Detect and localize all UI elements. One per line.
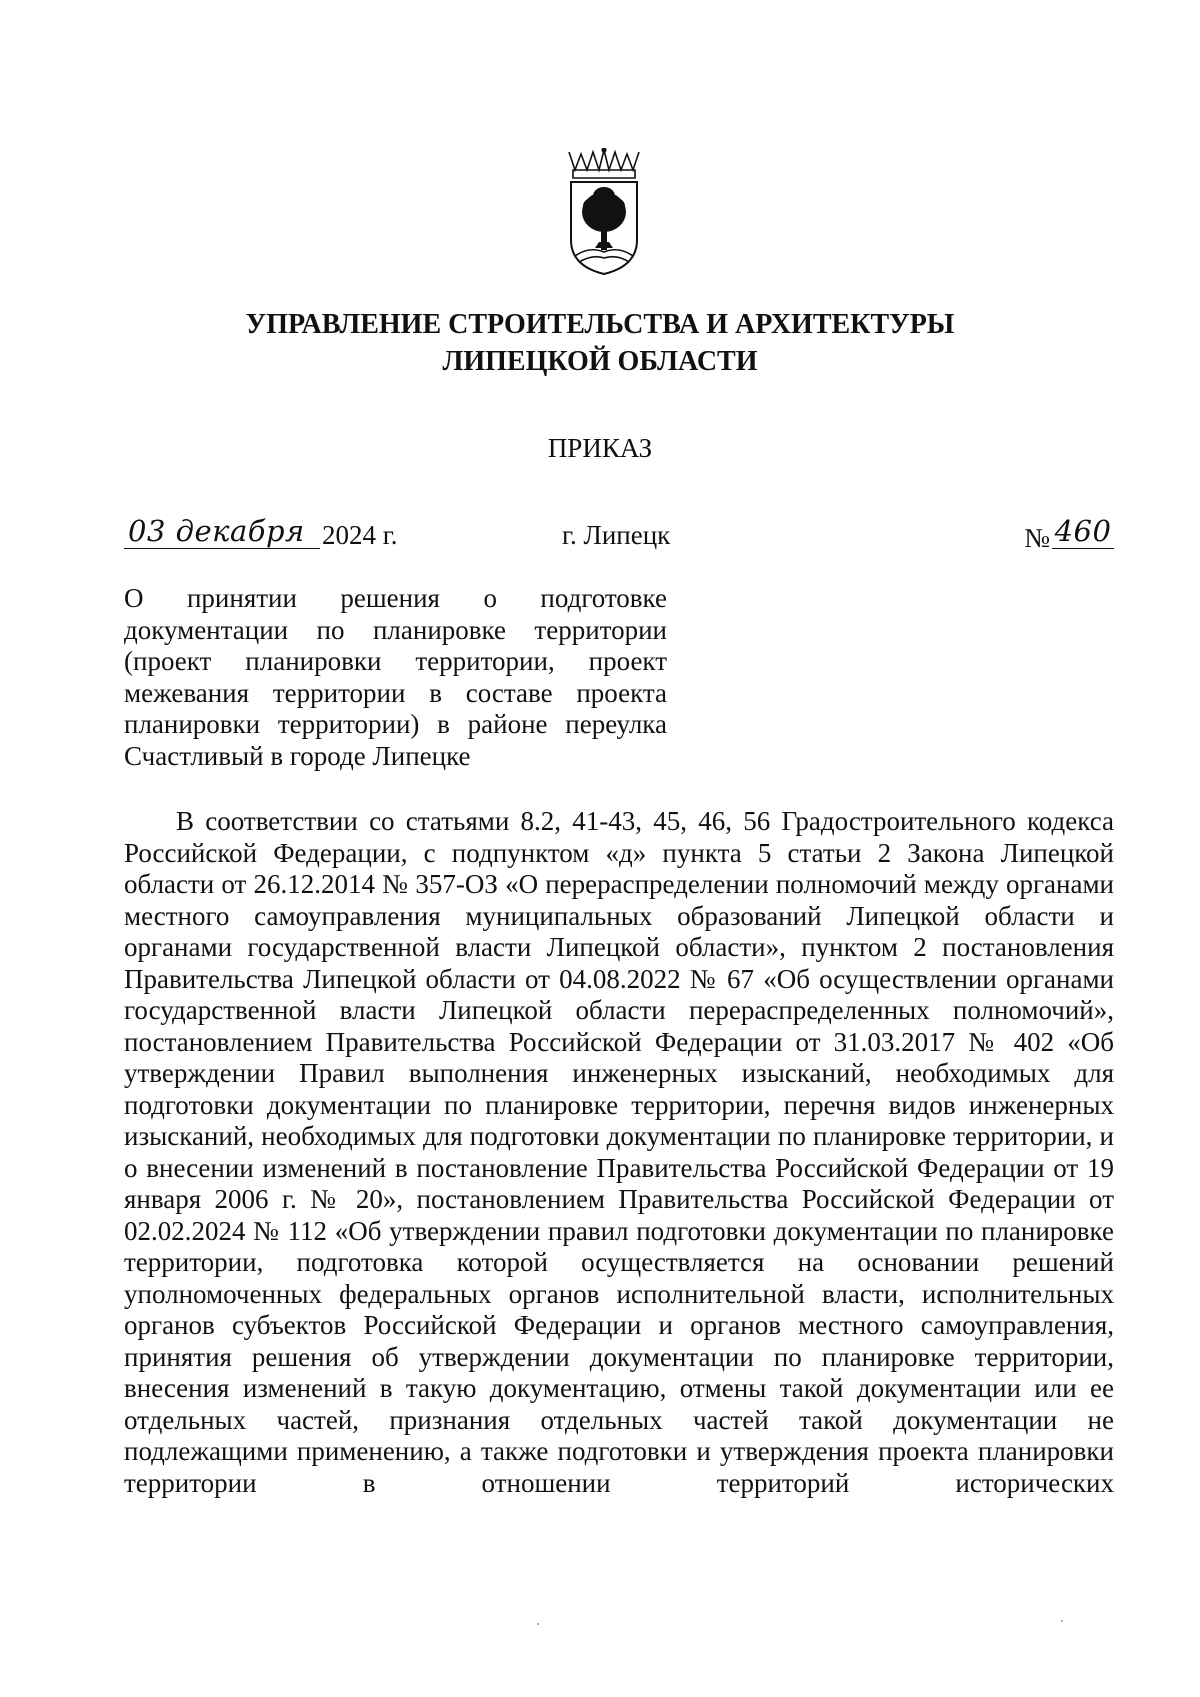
organization-name: [0, 306, 1200, 380]
order-date-handwritten: 03 декабря: [124, 514, 320, 549]
hills-icon: [575, 250, 633, 262]
oak-tree-icon: [582, 187, 626, 250]
order-body-paragraph: В соответствии со статьями 8.2, 41-43, 45, 46, 56 Градостроительного кодекса Российской Федерации, с подпунктом «д» пункта 5 статьи 2 Закона Липецкой области от 26.12.2014 № 357-ОЗ «О перераспределении полномочий между органами местного самоуправления муниципальных образований Липецкой области и органами государственной власти Липецкой области», пунктом 2 постановления Правительства Липецкой области от 04.08.2022 № 67 «Об осуществлении органами государственной власти Липецкой области перераспределенных полномочий», постановлением Правительства Российской Федерации от 31.03.2017 № 402 «Об утверждении Правил выполнения инженерных изысканий, необходимых для подготовки документации по планировке территории, перечня видов инженерных изысканий, необходимых для подготовки документации по планировке территории, и о внесении изменений в постановление Правительства Российской Федерации от 19 января 2006 г. № 20», постановлением Правительства Российской Федерации от 02.02.2024 № 112 «Об утверждении правил подготовки документации по планировке территории, подготовка которой осуществляется на основании решений уполномоченных федеральных органов исполнительной власти, исполнительных органов субъектов Российской Федерации и органов местного самоуправления, принятия решения об утверждении документации по планировке территории, внесения изменений в такую документацию, отмены такой документации или ее отдельных частей, признания отдельных частей такой документации не подлежащими применению, а также подготовки и утверждения проекта планировки территории в отношении территорий исторических: [124, 806, 1114, 1498]
order-number-handwritten: 460: [1052, 514, 1114, 549]
order-city: г. Липецк: [562, 520, 671, 550]
order-number: [1024, 514, 1114, 553]
document-type-title: ПРИКАЗ: [547, 433, 653, 463]
date-number-line: [124, 514, 1114, 560]
scan-artifact: [1061, 1620, 1063, 1622]
organization-line-1: УПРАВЛЕНИЕ СТРОИТЕЛЬСТВА И АРХИТЕКТУРЫ: [245, 309, 955, 340]
order-subject: О принятии решения о подготовке документации по планировке территории (проект планировки территории, проект межевания территории в составе проекта планировки территории) в районе переулка Счастливый в городе Липецке: [124, 583, 667, 771]
crown-icon: [569, 148, 639, 178]
order-number-label: №: [1024, 523, 1050, 553]
coat-of-arms-emblem: [565, 148, 643, 276]
scan-artifact: [537, 1623, 539, 1625]
organization-line-2: ЛИПЕЦКОЙ ОБЛАСТИ: [442, 346, 758, 377]
order-year: 2024 г.: [322, 520, 398, 550]
